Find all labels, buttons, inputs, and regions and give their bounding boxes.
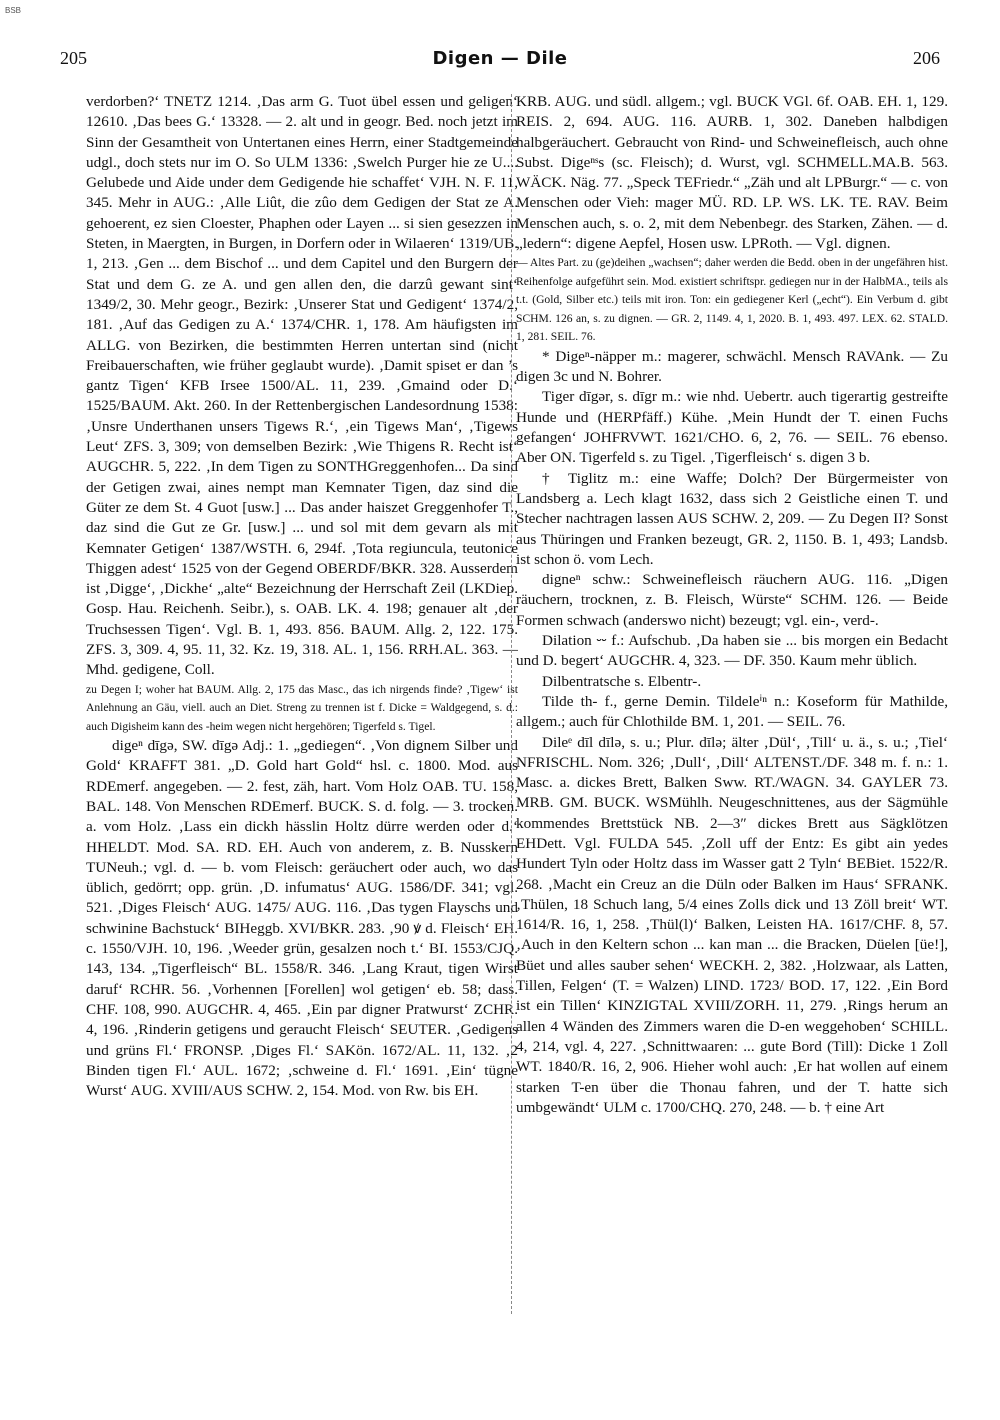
column-divider [511,94,512,1314]
text-paragraph: verdorben?‘ TNETZ 1214. ‚Das arm G. Tuot übel essen und geligen‘ 12610. ‚Das bees G.‘ 13328. — 2. alt und in geogr. Bed. noch jetzt im Sinn der Gesamtheit von Untertanen eines Herrn, einer Stadtgemeinde udgl., doch stets nur im O. So ULM 1336: ‚Swelch Purger hie ze U.... Gelubede und Aide under dem Gedigende hie schaffet‘ VJH. N. F. 11, 345. Mehr in AUG.: ‚Alle Liût, die zûo dem Gedigen der Stat ze A. gehoerent, ez sien Cloester, Phaphen oder Layen ... si sien gesezzen in Steten, in Maergten, in Burgen, in Dorfern oder in Wilaeren‘ 1319/UB. 1, 213. ‚Gen ... dem Bischof ... und dem Capitel und den Burgern der Stat und dem G. ze A. und gen allen den, die darzû gewant sint‘ 1349/2, 30. Mehr geogr., Bezirk: ‚Unserer Stat und Gedigent‘ 1374/2, 181. ‚Auf das Gedigen zu A.‘ 1374/CHR. 1, 178. Am häufigsten im ALLG. von Bezirken, die bestimmten Herren untertan sind (nicht Freibauerschaften, wie früher geglaubt wurde). ‚Damit spiset er dan ’s gantz Tigen‘ KFB Irsee 1500/AL. 11, 239. ‚Gmaind oder D.‘ 1525/BAUM. Akt. 260. In der Rettenbergischen Landesordnung 1538: ‚Unsre Underthanen unsers Tigews R.‘, ‚ein Tigews Man‘, ‚Tigews Leut‘ ZFS. 3, 309; von demselben Bezirk: ‚Wie Thigens R. Recht ist‘ AUGCHR. 5, 222. ‚In dem Tigen zu SONTHGreggenhofen... Da sind der Getigen zwai, aines nempt man Kemnater Tigen, daz sind die Güter ze dem St. 4 Guot [usw.] ... Das ander haiszet Greggenhofer T., daz sind die Gut ze Gr. [usw.] ... und sol mit dem gevarn als mit Kemnater Getigen‘ 1387/WSTH. 6, 294f. ‚Tota regiuncula, teutonice Thiggen adest‘ 1525 von der Gegend OBERDF/BKR. 328. Ausserdem ist ‚Digge‘, ‚Dickhe‘ „alte“ Bezeichnung der Herrschaft Zeil (LKDiep. Gosp. Hau. Reichenh. Seibr.), s. OAB. LK. 4. 198; genauer alt ‚der Truchsessen Tigen‘. Vgl. B. 1, 493. 856. BAUM. Allg. 2, 122. 175. ZFS. 3, 309. 4, 95. 11, 32. Kz. 19, 318. AL. 1, 156. RRH.AL. 363. — Mhd. gedigene, Coll. [86,93,518,679]
page-header [60,48,940,72]
library-stamp: BSB [5,6,22,15]
dictionary-entry: Tiger dīgər, s. dīgr m.: wie nhd. Uebertr. auch tigerartig gestreifte Hunde und (HERPfäff.) Kühe. ‚Mein Hundt der T. einen Fuchs gefangen‘ JOHFRVWT. 1621/CHO. 6, 2, 76. — SEIL. 76 ebenso. Aber ON. Tigerfeld s. zu Tigel. ‚Tigerfleisch‘ s. digen 3 b. [516,388,948,467]
dictionary-entry: Dileᵉ dīl dīlə, s. u.; Plur. dīlə; älter ‚Dül‘, ‚Till‘ u. ä., s. u.; ‚Tiel‘ NFRISCHL. Nom. 326; ‚Dull‘, ‚Dill‘ ALTENST./DF. 348 m. f. n.: 1. Masc. a. dickes Brett, Balken Sww. RT./WAGN. 34. GAYLER 73. MRB. GM. BUCK. WSMühlh. Neugeschnittenes, aus der Sägmühle kommendes Brettstück NB. 2—3″ dickes Brett aus Sägklötzen EHDett. Vgl. FULDA 545. ‚Zoll uff der Entz: Es gibt ain yedes Hundert Tyln oder Holtz dass im Wasser gatt 2 Tyln‘ BEBiet. 1522/R. 268. ‚Macht ein Creuz an die Düln oder Balken im Haus‘ SFRANK. ‚Thülen, 18 Schuch lang, 5/4 eines Zolls dick und 13 Zöll breit‘ WT. 1614/R. 16, 1, 258. ‚Thül(l)‘ Balken, Leisten HA. 1617/CHF. 8, 57. ‚Auch in den Keltern schon ... kan man ... die Bracken, Düelen [üe!], Büet und alles sauber sehen‘ WECKH. 2, 382. ‚Holzwaar, als Latten, Tillen, Felgen‘ (T. = Walzen) LIND. 1723/ BOD. 17, 122. ‚Ein Bord ist ein Tillen‘ KINZIGTAL XVIII/ZORH. 11, 279. ‚Rings herum an allen 4 Wänden des Zimmers waren die D-en weggehoben‘ SCHILL. 4, 214, vgl. 4, 227. ‚Schnittwaaren: ... gute Bord (Till): Dicke 1 Zoll WT. 1840/R. 16, 2, 906. Hieher wohl auch: ‚Er hat wollen auf einem starken T-en über die Thonau fahren, und der T. hatte sich umbgewändt‘ ULM c. 1700/CHQ. 270, 248. — b. † eine Art [516,733,948,1116]
left-column [86,92,518,1402]
page-number-left: 205 [60,48,87,68]
dictionary-entry: Dilbentratsche s. Elbentr-. [542,672,702,690]
etymology-note: — Altes Part. zu (ge)deihen „wachsen“; daher werden die Bedd. oben in der ungefähren hist. Reihenfolge aufgeführt sein. Mod. existiert schriftspr. gediegen nur in der HalbMA., teils als t.t. (Gold, Silber etc.) teils mit iron. Ton: ein gediegener Kerl („echt“). Ein Verbum d. gibt SCHM. 126 an, s. zu dignen. — GR. 2, 1149. 4, 1, 2020. B. 1, 493. 497. LEX. 62. STALD. 1, 281. SEIL. 76. [516,256,948,344]
dictionary-entry: digneⁿ schw.: Schweinefleisch räuchern AUG. 116. „Digen räuchern, trocknen, z. B. Fleisch, Würste“ SCHM. 126. — Beide Formen schwach (anderswo nicht) bezeugt; vgl. ein-, verd-. [516,571,948,629]
text-paragraph: KRB. AUG. und südl. allgem.; vgl. BUCK VGl. 6f. OAB. EH. 1, 129. REIS. 2, 694. AUG. 116. AURB. 1, 302. Daneben halbdigen halbgeräuchert. Gebraucht von Rind- und Schweinefleisch, auch ohne Subst. Digeⁿˢs (sc. Fleisch); d. Wurst, vgl. SCHMELL.MA.B. 563. WÄCK. Näg. 77. „Speck TEFriedr.“ „Zäh und alt LPBurgr.“ — c. von Menschen oder Vieh: mager MÜ. RD. LP. WS. LK. TE. RAV. Beim Menschen auch, s. o. 2, mit dem Nebenbegr. des Starken, Zähen. — d. „ledern“: digene Aepfel, Hosen usw. LPRoth. — Vgl. dignen. [516,93,948,253]
dictionary-entry: digeⁿ dīgə, SW. dīgə Adj.: 1. „gediegen“. ‚Von dignem Silber und Gold‘ KRAFFT 381. „D. Gold hart Gold“ hsl. c. 1800. Mod. aus RDEmerf. angegeben. — 2. fest, zäh, hart. Vom Holz OAB. TU. 158, BAL. 148. Von Menschen RDEmerf. BUCK. S. d. folg. — 3. trocken. a. vom Holz. ‚Lass ein dickh hässlin Holtz dürre werden oder d.‘ HHELDT. Mod. SA. RD. EH. Auch von anderem, z. B. Nusskern TUNeuh.; vgl. d. — b. vom Fleisch: geräuchert oder auch, wo das üblich, gedörrt; opp. grün. ‚D. infumatus‘ AUG. 1586/DF. 341; vgl. 521. ‚Diges Fleisch‘ AUG. 1475/ AUG. 116. ‚Das tygen Flayschs und schwinine Bachstuck‘ BIHeggb. XVI/BKR. 283. ‚90 ꝟ d. Fleisch‘ EH. c. 1550/VJH. 10, 196. ‚Weeder grün, gesalzen noch t.‘ BI. 1553/CJQ. 143, 134. „Tigerfleisch“ BL. 1558/R. 346. ‚Lang Kraut, tigen Wirst daruf‘ RCHR. 56. ‚Vorhennen [Forellen] wol getigen‘ eb. 58; dass. CHF. 108, 990. AUGCHR. 4, 465. ‚Ein par digner Pratwurst‘ ZCHR. 4, 196. ‚Rinderin getigens und geraucht Fleisch‘ SEUTER. ‚Gedigens und grüns Fl.‘ FRONSP. ‚Diges Fl.‘ SAKön. 1672/AL. 11, 132. ‚2 Binden tigen Fl.‘ AUL. 1672; ‚schweine d. Fl.‘ 1691. ‚Ein‘ tügne Wurst‘ AUG. XVIII/AUS SCHW. 2, 154. Mod. von Rw. bis EH. [86,737,518,1100]
dictionary-entry: Tilde th- f., gerne Demin. Tildeleⁱⁿ n.: Koseform für Mathilde, allgem.; auch für Chlothilde BM. 1, 201. — SEIL. 76. [516,692,948,731]
etymology-note: zu Degen I; woher hat BAUM. Allg. 2, 175 das Masc., das ich nirgends finde? ‚Tigew‘ ist Anlehnung an Gäu, viell. auch an Diet. Streng zu trennen ist f. Dicke = Waldgegend, s. d.: auch Digisheim kann des -heim wegen nicht hergehören; Tigerfeld s. Tigel. [86,682,518,733]
dictionary-entry: Dilation ⏑⏑ f.: Aufschub. ‚Da haben sie ... bis morgen ein Bedacht und D. begert‘ AUGCHR. 4, 323. — DF. 350. Kaum mehr üblich. [516,632,948,670]
page-number-right: 206 [913,48,940,68]
dictionary-entry: † Tiglitz m.: eine Waffe; Dolch? Der Bürgermeister von Landsberg a. Lech klagt 1632, dass sich 2 Geistliche einen T. und Stecher nachtragen lassen AUS SCHW. 2, 209. — Zu Degen II? Sonst aus Thüringen und Franken bezeugt, GR. 2, 1150. B. 1, 493; Landsb. ist schon ö. vom Lech. [516,469,948,568]
dictionary-entry: * Digeⁿ-näpper m.: magerer, schwächl. Mensch RAVAnk. — Zu digen 3c und N. Bohrer. [516,347,948,386]
running-title: Digen — Dile [432,48,568,69]
right-column [516,92,948,1402]
